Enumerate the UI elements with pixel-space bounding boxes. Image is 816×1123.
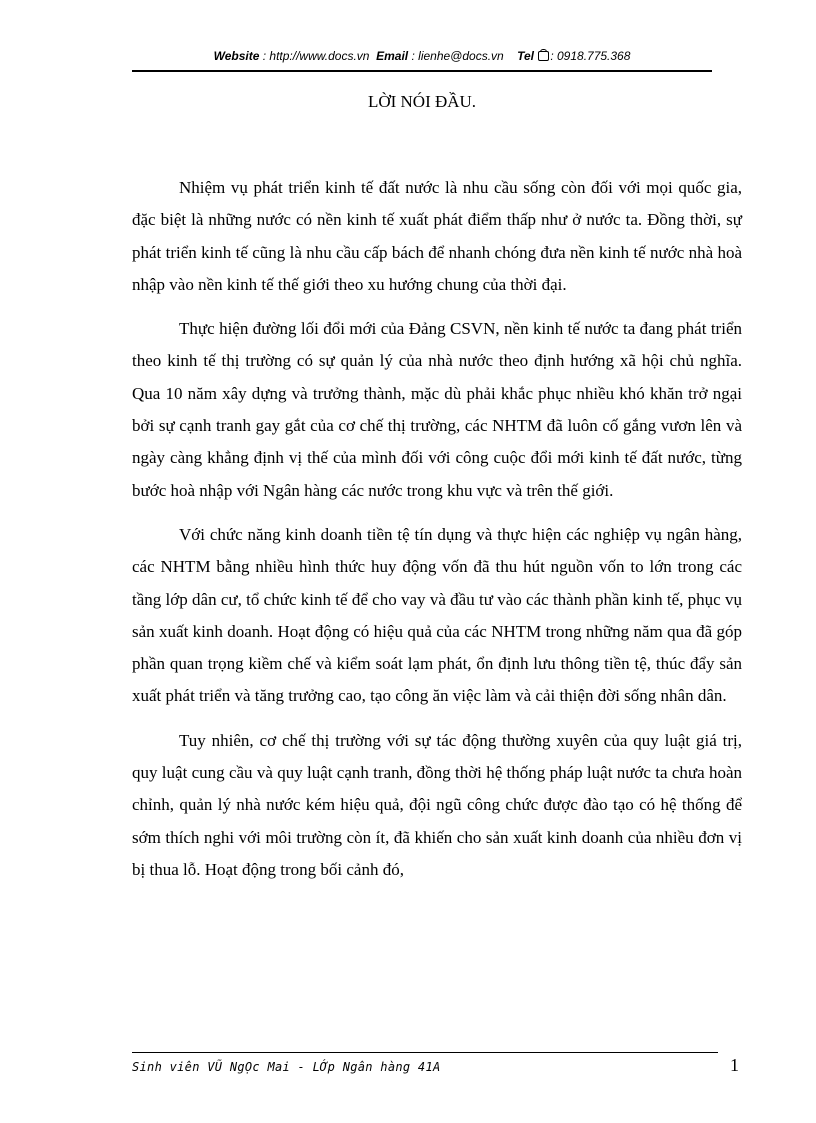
footer-divider bbox=[132, 1052, 718, 1053]
footer-author: Sinh viên VŨ NgỌc Mai - LỚp Ngân hàng 41A bbox=[132, 1060, 441, 1074]
website-label: Website bbox=[213, 49, 260, 63]
paragraph: Với chức năng kinh doanh tiền tệ tín dụng và thực hiện các nghiệp vụ ngân hàng, các NHTM bằng nhiều hình thức huy động vốn đã thu hút nguồn vốn to lớn trong các tầng lớp dân cư, tổ chức kinh tế để cho vay và đầu tư vào các thành phần kinh tế, phục vụ sản xuất kinh doanh. Hoạt động có hiệu quả của các NHTM trong những năm qua đã góp phần quan trọng kiềm chế và kiểm soát lạm phát, ổn định lưu thông tiền tệ, thúc đẩy sản xuất phát triển và tăng trưởng cao, tạo công ăn việc làm và cải thiện đời sống nhân dân. bbox=[132, 524, 742, 706]
document-body bbox=[132, 172, 742, 898]
header-divider bbox=[132, 70, 712, 72]
tel-label: Tel bbox=[517, 49, 534, 63]
email-label: Email bbox=[376, 49, 409, 63]
document-title: LỜI NÓI ĐẦU. bbox=[367, 92, 477, 111]
page-number: 1 bbox=[730, 1055, 739, 1075]
website-url[interactable]: http://www.docs.vn bbox=[269, 49, 370, 63]
paragraph: Thực hiện đường lối đổi mới của Đảng CSVN, nền kinh tế nước ta đang phát triển theo kinh tế thị trường có sự quản lý của nhà nước theo định hướng xã hội chủ nghĩa. Qua 10 năm xây dựng và trưởng thành, mặc dù phải khắc phục nhiều khó khăn trở ngại bởi sự cạnh tranh gay gắt của cơ chế thị trường, các NHTM đã luôn cố gắng vươn lên và ngày càng khẳng định vị thế của mình đối với công cuộc đổi mới kinh tế đất nước, từng bước hoà nhập với Ngân hàng các nước trong khu vực và trên thế giới. bbox=[132, 319, 742, 500]
paragraph: Tuy nhiên, cơ chế thị trường với sự tác động thường xuyên của quy luật giá trị, quy luật cung cầu và quy luật cạnh tranh, đồng thời hệ thống pháp luật nước ta chưa hoàn chỉnh, quản lý nhà nước kém hiệu quả, đội ngũ công chức được đào tạo có hệ thống để sớm thích nghi với môi trường còn ít, đã khiến cho sản xuất kinh doanh của nhiều đơn vị bị thua lỗ. Hoạt động trong bối cảnh đó, bbox=[132, 730, 742, 879]
email-address[interactable]: lienhe@docs.vn bbox=[418, 49, 504, 63]
phone-icon bbox=[538, 51, 549, 61]
website-separator: : bbox=[259, 49, 270, 63]
tel-separator: : bbox=[550, 49, 557, 63]
email-separator: : bbox=[408, 49, 419, 63]
tel-number: 0918.775.368 bbox=[557, 49, 631, 63]
paragraph: Nhiệm vụ phát triển kinh tế đất nước là nhu cầu sống còn đối với mọi quốc gia, đặc biệt là những nước có nền kinh tế xuất phát điểm thấp như ở nước ta. Đồng thời, sự phát triển kinh tế cũng là nhu cầu cấp bách để nhanh chóng đưa nền kinh tế nước nhà hoà nhập vào nền kinh tế thế giới theo xu hướng chung của thời đại. bbox=[132, 178, 742, 294]
page-header bbox=[132, 48, 712, 64]
